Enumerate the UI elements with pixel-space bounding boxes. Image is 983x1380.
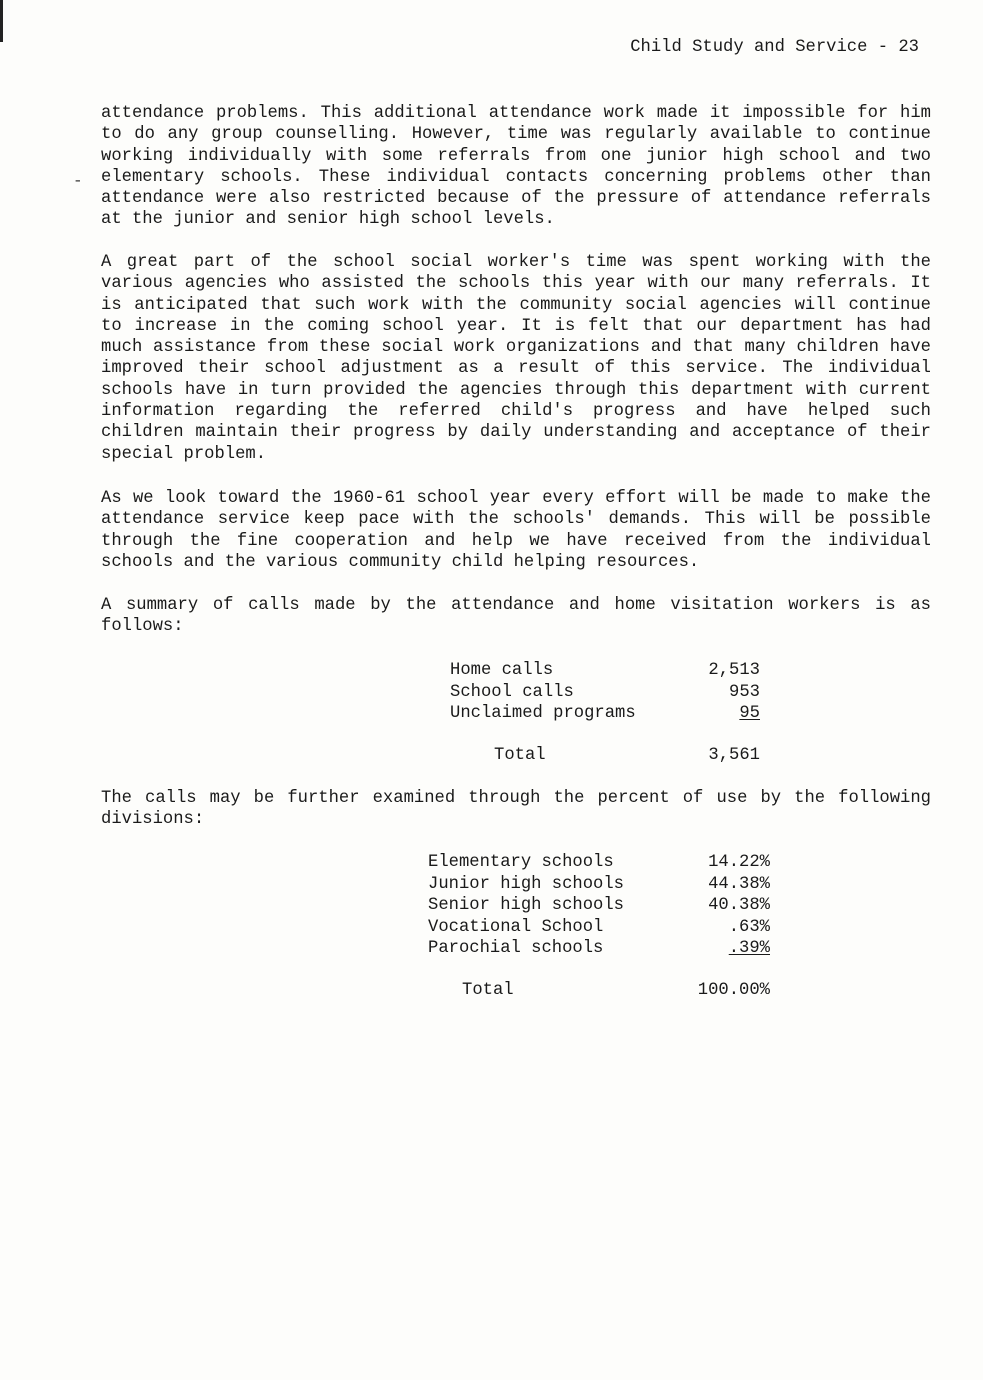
row-value: 44.38%	[708, 874, 770, 894]
table-row	[428, 852, 778, 874]
paragraph-attendance-problems: attendance problems. This additional attendance work made it impossible for him to do any group counselling. However, time was regularly available to continue working individually with some referrals from one junior high school and two elementary schools. These individual contacts concerning problems other than attendance were also restricted because of the pressure of attendance referrals at the junior and senior high school levels.	[101, 104, 931, 230]
row-label: Vocational School	[428, 917, 604, 937]
total-label: Total	[494, 745, 546, 765]
divisions-percent-table	[428, 852, 778, 1002]
paragraph-summary-intro: A summary of calls made by the attendance and home visitation workers is as follows:	[101, 596, 931, 637]
row-label: Elementary schools	[428, 853, 614, 872]
paragraph-social-worker: A great part of the school social worker's time was spent working with the various agencies who assisted the schools this year with our many referrals. It is anticipated that such work with the community social agencies will continue to increase in the coming school year. It is felt that our department has had much assistance from these social work organizations and that many children have improved their school adjustment as a result of this service. The individual schools have in turn provided the agencies through this department with current information regarding the referred child's progress and have helped such children maintain their progress by daily understanding and acceptance of their special problem.	[101, 253, 931, 464]
row-value: 14.22%	[708, 853, 770, 872]
table-row	[450, 660, 800, 682]
scan-edge-mark	[0, 0, 3, 42]
row-label: Home calls	[450, 661, 554, 680]
row-value: 95	[739, 704, 760, 724]
row-value: 40.38%	[708, 896, 770, 916]
total-value: 3,561	[708, 745, 760, 765]
row-value: 2,513	[708, 661, 760, 680]
table-row	[450, 703, 800, 725]
total-value: 100.00%	[697, 980, 770, 1000]
row-value: .39%	[728, 939, 770, 959]
margin-mark: -	[73, 172, 83, 190]
running-header: Child Study and Service - 23	[630, 38, 919, 57]
table-row	[428, 938, 778, 960]
row-label: School calls	[450, 682, 574, 702]
total-row	[450, 745, 800, 767]
row-label: Unclaimed programs	[450, 704, 636, 724]
table-row	[428, 874, 778, 896]
paragraph-looking-ahead: As we look toward the 1960-61 school year every effort will be made to make the attendance service keep pace with the schools' demands. This will be possible through the fine cooperation and help we have received from the individual schools and the various community child helping resources.	[101, 489, 931, 572]
row-value: .63%	[728, 917, 770, 937]
paragraph-divisions-intro: The calls may be further examined through the percent of use by the following divisions:	[101, 789, 931, 830]
row-label: Parochial schools	[428, 939, 604, 959]
row-value: 953	[729, 682, 760, 702]
table-row	[428, 895, 778, 917]
total-label: Total	[462, 980, 514, 1000]
calls-summary-table	[450, 660, 800, 766]
table-row	[450, 682, 800, 704]
row-label: Senior high schools	[428, 896, 624, 916]
total-row	[428, 980, 778, 1002]
table-row	[428, 917, 778, 939]
row-label: Junior high schools	[428, 874, 624, 894]
